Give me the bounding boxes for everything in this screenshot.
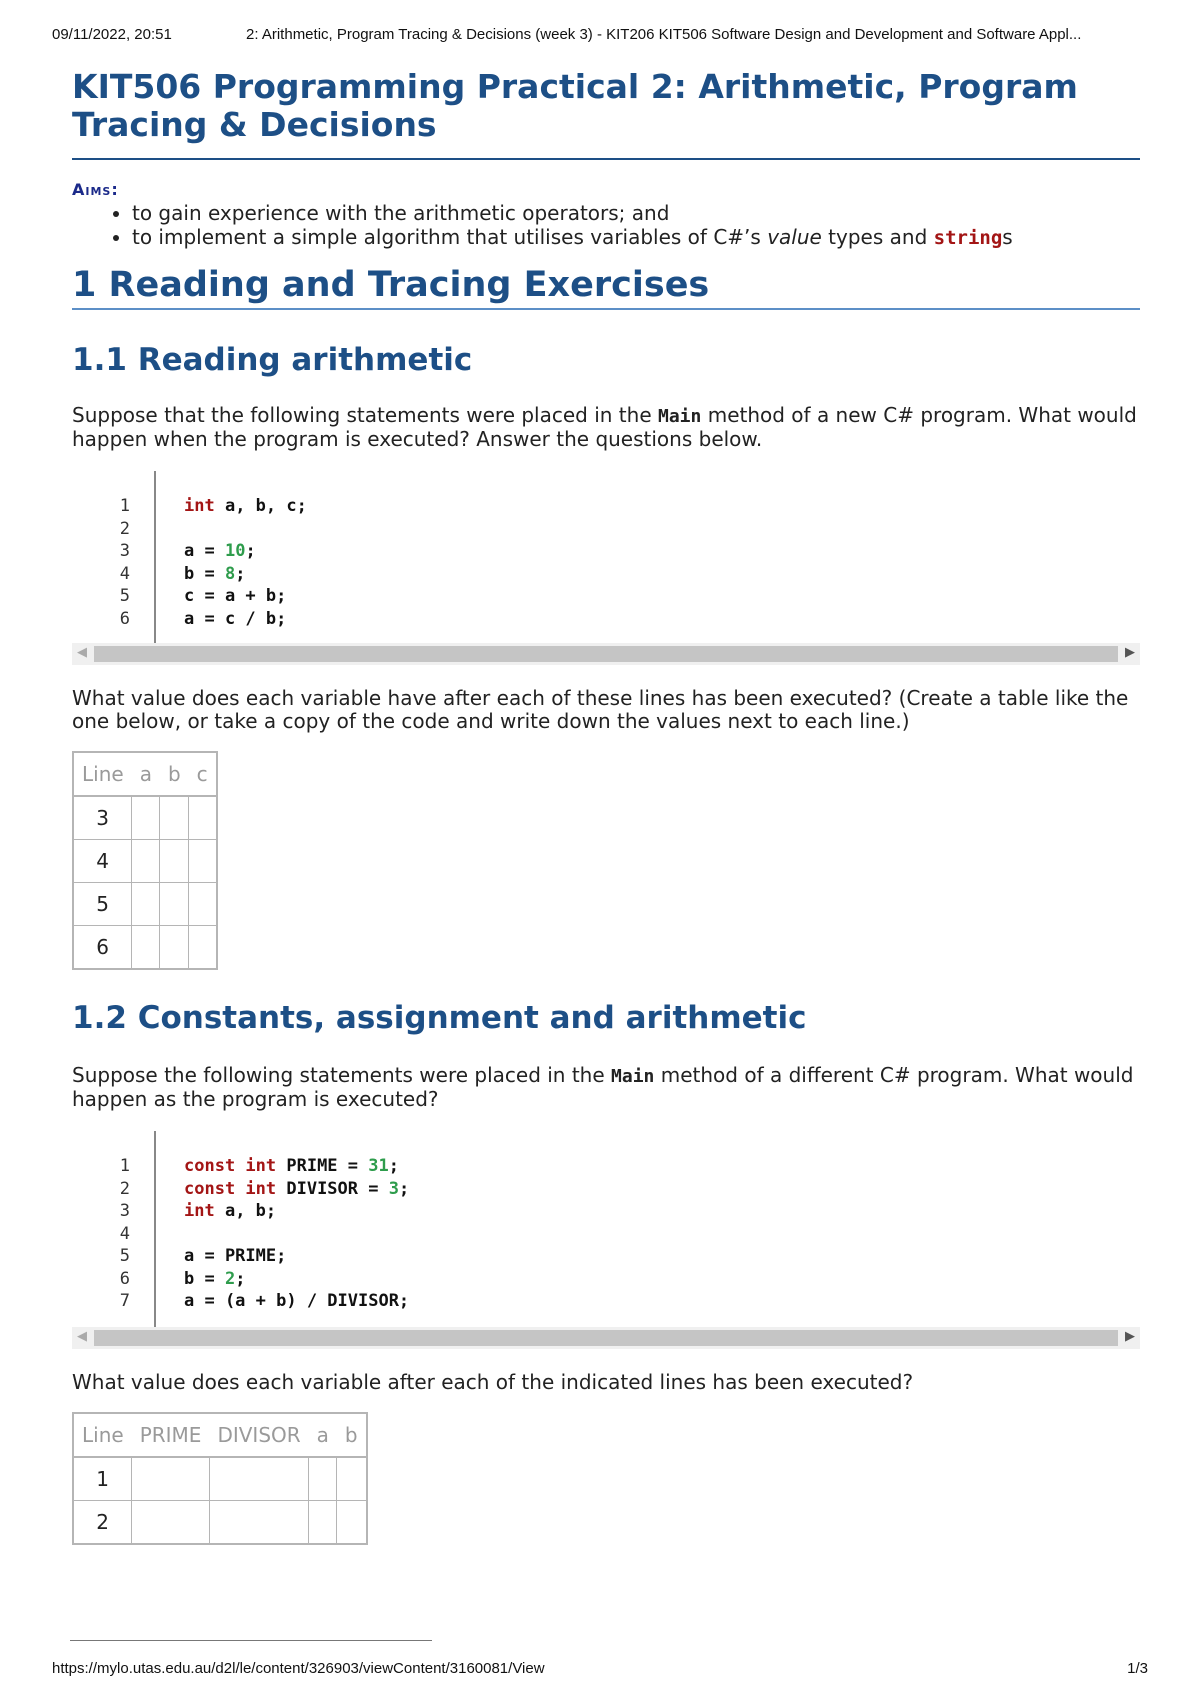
intro-paragraph xyxy=(72,1064,1140,1111)
code-number: 31 xyxy=(368,1156,389,1176)
aims-item-text: to implement a simple algorithm that utilises variables of C#’s xyxy=(132,225,768,249)
aims-item-text: types and xyxy=(821,225,934,249)
table-row xyxy=(73,840,217,883)
line-number: 5 xyxy=(119,586,130,606)
subsection-heading: 1.2 Constants, assignment and arithmetic xyxy=(72,1000,807,1036)
table-header: Line xyxy=(73,1413,132,1457)
code-line: a = PRIME; xyxy=(184,1246,287,1266)
title-line-1: KIT506 Programming Practical 2: Arithmetic, Program xyxy=(72,67,1078,106)
line-numbers xyxy=(72,1155,130,1313)
aims-block xyxy=(72,180,1140,250)
aims-list xyxy=(72,201,1140,250)
line-number: 4 xyxy=(119,1223,130,1244)
code-text: ; xyxy=(245,541,256,561)
code-line xyxy=(184,563,307,586)
inline-code: Main xyxy=(611,1066,655,1087)
code-block xyxy=(72,1131,1140,1327)
table-cell: 3 xyxy=(73,796,132,840)
code-number: 10 xyxy=(224,541,246,561)
print-page-title: 2: Arithmetic, Program Tracing & Decisions (week 3) - KIT206 KIT506 Software Design and Development and Software Appl... xyxy=(246,26,1082,43)
document-title xyxy=(72,68,1140,160)
table-cell xyxy=(160,796,189,840)
table-header: DIVISOR xyxy=(209,1413,308,1457)
table-cell: 5 xyxy=(73,883,132,926)
code-keyword: const int xyxy=(184,1178,277,1199)
code-line: a = c / b; xyxy=(184,608,287,629)
print-header xyxy=(52,26,1148,48)
code-text: DIVISOR = xyxy=(276,1178,389,1199)
table-row xyxy=(73,796,217,840)
table-cell xyxy=(132,883,160,926)
code-keyword: int xyxy=(184,1201,215,1221)
trace-table xyxy=(72,1412,368,1545)
intro-paragraph xyxy=(72,404,1140,451)
code-line xyxy=(184,1155,409,1178)
inline-code-string: string xyxy=(933,227,1003,249)
line-numbers xyxy=(72,495,130,630)
scroll-left-icon[interactable]: ◀ xyxy=(77,645,87,660)
table-header: b xyxy=(337,1413,367,1457)
code-block xyxy=(72,471,1140,643)
table-cell xyxy=(160,926,189,970)
code-text: a = xyxy=(184,541,225,561)
table-cell xyxy=(132,840,160,883)
code-keyword: const int xyxy=(184,1156,277,1176)
aims-item-emphasis: value xyxy=(767,225,822,249)
line-number: 7 xyxy=(119,1291,130,1311)
code-lines xyxy=(184,1155,409,1313)
table-cell xyxy=(160,840,189,883)
code-line xyxy=(184,1268,409,1291)
table-cell xyxy=(132,1501,210,1545)
line-number: 2 xyxy=(119,1178,130,1199)
table-cell xyxy=(309,1501,337,1545)
table-header: Line xyxy=(73,752,132,796)
table-cell xyxy=(189,883,217,926)
table-row xyxy=(73,883,217,926)
table-cell xyxy=(132,1457,210,1501)
question-paragraph: What value does each variable have after each of these lines has been executed? (Create a table like the one below, or take a copy of the code and write down the values next to each line.) xyxy=(72,686,1129,733)
gutter-divider xyxy=(154,1131,156,1327)
para-text: Suppose the following statements were placed in the xyxy=(72,1063,612,1087)
code-line: a = (a + b) / DIVISOR; xyxy=(184,1291,410,1311)
code-text: b = xyxy=(184,563,225,584)
scroll-left-icon[interactable]: ◀ xyxy=(77,1329,87,1344)
table-header: a xyxy=(309,1413,337,1457)
para-text: method of a different C# program. What would happen as the program is executed? xyxy=(72,1063,1134,1111)
line-number: 2 xyxy=(119,518,130,539)
scroll-right-icon[interactable]: ▶ xyxy=(1125,1329,1135,1344)
line-number: 6 xyxy=(119,1268,130,1289)
section-heading: 1 Reading and Tracing Exercises xyxy=(72,264,1140,310)
scrollbar-thumb[interactable] xyxy=(94,1330,1118,1346)
table-cell xyxy=(309,1457,337,1501)
line-number: 1 xyxy=(119,496,130,516)
table-cell xyxy=(209,1501,308,1545)
code-number: 3 xyxy=(388,1178,399,1199)
code-text: ; xyxy=(235,563,246,584)
gutter-divider xyxy=(154,471,156,643)
question-paragraph: What value does each variable after each of the indicated lines has been executed? xyxy=(72,1370,914,1394)
line-number: 6 xyxy=(119,608,130,629)
code-line xyxy=(184,1200,409,1223)
code-text: b = xyxy=(184,1268,225,1289)
line-number: 1 xyxy=(119,1156,130,1176)
code-line xyxy=(184,518,307,541)
table-cell: 1 xyxy=(73,1457,132,1501)
line-number: 4 xyxy=(119,563,130,584)
table-cell xyxy=(132,796,160,840)
footer-divider xyxy=(70,1640,432,1641)
table-row xyxy=(73,1501,367,1545)
horizontal-scrollbar[interactable] xyxy=(72,1327,1140,1349)
code-number: 8 xyxy=(224,563,236,584)
trace-table xyxy=(72,751,218,970)
code-line: c = a + b; xyxy=(184,586,287,606)
table-row xyxy=(73,1457,367,1501)
code-line xyxy=(184,540,307,563)
code-text: a, b, c; xyxy=(214,496,307,516)
scroll-right-icon[interactable]: ▶ xyxy=(1125,645,1135,660)
code-text: ; xyxy=(235,1268,246,1289)
code-keyword: int xyxy=(184,496,215,516)
table-cell: 2 xyxy=(73,1501,132,1545)
code-line xyxy=(184,1178,409,1201)
title-line-2: Tracing & Decisions xyxy=(72,105,437,144)
scrollbar-thumb[interactable] xyxy=(94,646,1118,662)
table-header: a xyxy=(132,752,160,796)
table-cell xyxy=(189,926,217,970)
table-cell: 4 xyxy=(73,840,132,883)
code-text: ; xyxy=(388,1156,399,1176)
table-cell xyxy=(337,1457,367,1501)
page-number: 1/3 xyxy=(1127,1660,1148,1677)
table-cell xyxy=(209,1457,308,1501)
code-text: PRIME = xyxy=(276,1156,369,1176)
table-header: b xyxy=(160,752,189,796)
code-lines xyxy=(184,495,307,630)
code-line xyxy=(184,495,307,518)
table-header: PRIME xyxy=(132,1413,210,1457)
table-cell xyxy=(189,840,217,883)
table-cell: 6 xyxy=(73,926,132,970)
aims-item xyxy=(132,225,1140,250)
horizontal-scrollbar[interactable] xyxy=(72,643,1140,665)
line-number: 3 xyxy=(119,541,130,561)
inline-code: Main xyxy=(658,406,702,427)
table-cell xyxy=(160,883,189,926)
document-content xyxy=(72,68,1140,1545)
table-row xyxy=(73,926,217,970)
aims-item: • to gain experience with the arithmetic operators; and xyxy=(132,201,1140,225)
table-header: c xyxy=(189,752,217,796)
subsection-heading: 1.1 Reading arithmetic xyxy=(72,342,473,378)
table-cell xyxy=(337,1501,367,1545)
print-footer xyxy=(52,1660,1148,1682)
para-text: method of a new C# program. What would happen when the program is executed? Answer the questions below. xyxy=(72,403,1137,451)
table-cell xyxy=(189,796,217,840)
line-number: 5 xyxy=(119,1246,130,1266)
line-number: 3 xyxy=(119,1201,130,1221)
para-text: Suppose that the following statements were placed in the xyxy=(72,403,658,427)
code-number: 2 xyxy=(224,1268,236,1289)
aims-item-text: s xyxy=(1002,225,1013,249)
table-cell xyxy=(132,926,160,970)
code-text: a, b; xyxy=(214,1201,277,1221)
code-text: ; xyxy=(398,1178,410,1199)
code-line xyxy=(184,1223,409,1246)
aims-label: Aims: xyxy=(72,180,119,199)
page-url[interactable]: https://mylo.utas.edu.au/d2l/le/content/326903/viewContent/3160081/View xyxy=(52,1660,545,1677)
print-date: 09/11/2022, 20:51 xyxy=(52,26,172,43)
